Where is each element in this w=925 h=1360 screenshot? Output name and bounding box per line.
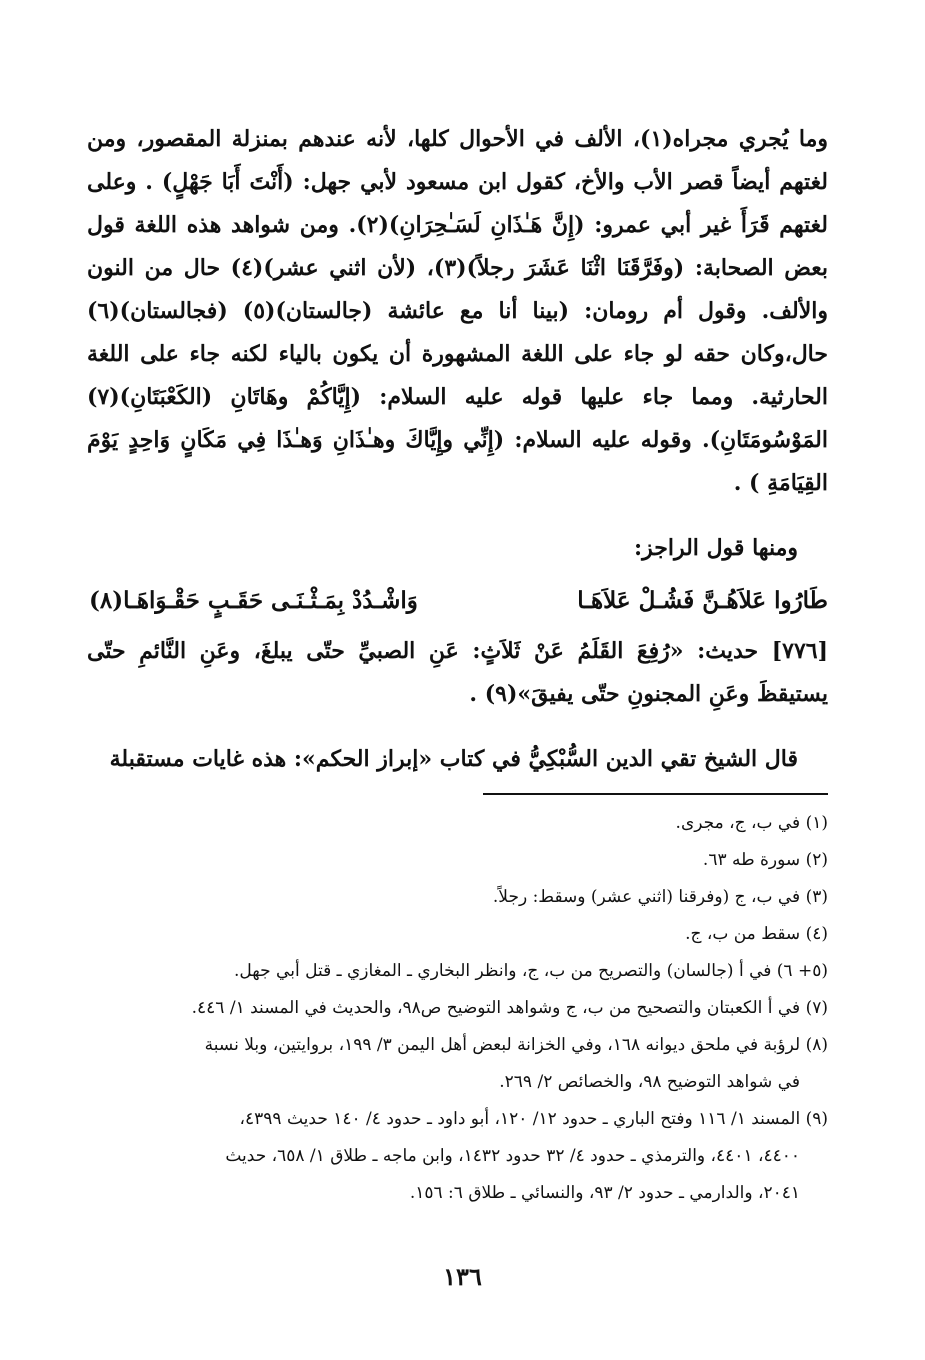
footnote-9-continued-1: ٤٤٠٠، ٤٤٠١، والترمذي ـ حدود ٤/ ٣٢ حدود ١٤٣٢، وابن ماجه ـ طلاق ١/ ٦٥٨، حديث bbox=[225, 1146, 800, 1166]
footnote-7: (٧) في أ الكعبتان والتصحيح من ب، ج وشواهد التوضيح ص٩٨، والحديث في المسند ١/ ٤٤٦. bbox=[191, 998, 828, 1018]
body-paragraph-1: وما يُجري مجراه(١)، الألف في الأحوال كلها، لأنه عندهم بمنزلة المقصور، ومن لغتهم أيضاً قصر الأب والأخ، كقول ابن مسعود لأبي جهل: (أَنْتَ أَبَا جَهْلٍ) . وعلى لغتهم قَرَأَ غير أبي عمرو: (إِنَّ هَـٰذَانِ لَسَـٰحِرَانِ)(٢). ومن شواهد هذه اللغة قول بعض الصحابة: (وفَرَّقَنَا اثْنَا عَشَرَ رجلاً)(٣)، (لأن اثني عشر)(٤) حال من النون والألف. وقول أم رومان: (بينا أنا مع عائشة (جالستان)(٥) (فجالستان)(٦) حال،وكان حقه لو جاء على اللغة المشهورة أن يكون بالياء لكنه جاء على اللغة الحارثية. ومما جاء عليها قوله عليه السلام: (إِيَّاكُمْ وهَاتَانِ (الكَعْبَتَانِ)(٧) المَوْسُومَتَانِ). وقوله عليه السلام: (إِنِّي وإِيَّاكَ وهـٰذَانِ وَهـٰذَا فِي مَكَانٍ وَاحِدٍ يَوْمَ القِيَامَةِ ) . bbox=[87, 126, 828, 496]
poetry-verse bbox=[87, 578, 828, 624]
footnote-separator bbox=[483, 793, 828, 795]
footnote-5-6: (٥+ ٦) في أ (جالسان) والتصريح من ب، ج، وانظر البخاري ـ المغازي ـ قتل أبي جهل. bbox=[234, 961, 828, 981]
footnote-3: (٣) في ب، ج (وفرقنا (اثني عشر) وسقط: رجلاً. bbox=[492, 887, 828, 907]
main-text bbox=[87, 118, 828, 781]
footnote-8-continued: في شواهد التوضيح ٩٨، والخصائص ٢/ ٢٦٩. bbox=[499, 1072, 800, 1092]
hadith-text: [٧٧٦] حديث: «رُفِعَ القَلَمُ عَنْ ثَلاَثٍ: عَنِ الصبيِّ حتّى يبلغَ، وعَنِ النَّائمِ حتّى يستيقظَ وعَنِ المجنونِ حتّى يفيقَ»(٩) . bbox=[87, 638, 828, 707]
page-number: ١٣٦ bbox=[443, 1262, 482, 1291]
footnote-4: (٤) سقط من ب، ج. bbox=[685, 924, 828, 944]
hadith-block bbox=[87, 630, 828, 716]
verse-second-hemistich: وَاشْـدُدْ بِمَـثْـنَـى حَقَـبٍ حَقْـوَاهَـا(٨) bbox=[89, 587, 418, 614]
footnotes bbox=[87, 805, 828, 1212]
body-paragraph-3: قال الشيخ تقي الدين السُّبْكِيُّ في كتاب «إبراز الحكم»: هذه غايات مستقبلة bbox=[109, 746, 798, 772]
body-paragraph-2: ومنها قول الراجز: bbox=[633, 535, 798, 561]
footnote-9: (٩) المسند ١/ ١١٦ وفتح الباري ـ حدود ١٢/ ١٢٠، أبو داود ـ حدود ٤/ ١٤٠ حديث ٤٣٩٩، bbox=[239, 1109, 828, 1129]
footnote-9-continued-2: ٢٠٤١، والدارمي ـ حدود ٢/ ٩٣، والنسائي ـ طلاق ٦: ١٥٦. bbox=[409, 1183, 800, 1203]
footnote-8: (٨) لرؤبة في ملحق ديوانه ١٦٨، وفي الخزانة لبعض أهل اليمن ٣/ ١٩٩، بروايتين، وبلا نسبة bbox=[204, 1035, 828, 1055]
footnote-1: (١) في ب، ج، مجرى. bbox=[675, 813, 828, 833]
verse-first-hemistich: طَارُوا عَلاَهُـنَّ فَشُـلْ عَلاَهَـا bbox=[577, 587, 828, 614]
footnote-2: (٢) سورة طه ٦٣. bbox=[702, 850, 828, 870]
